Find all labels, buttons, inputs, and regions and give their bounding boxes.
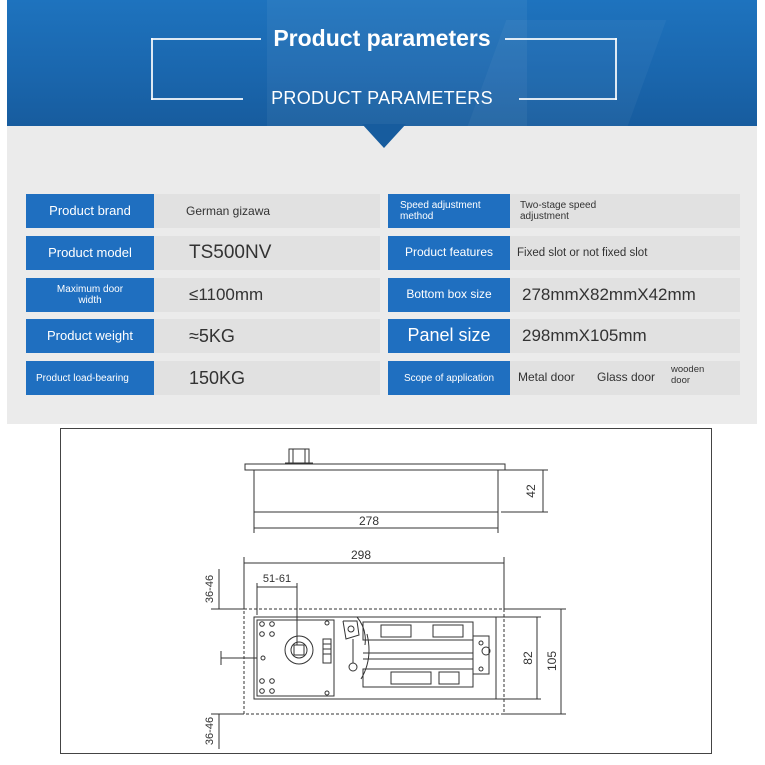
banner-pointer (362, 124, 406, 148)
bolt (479, 641, 483, 645)
technical-drawing (60, 428, 712, 754)
spec-label: Product features (388, 236, 510, 270)
spec-label: Panel size (388, 319, 510, 353)
scope-wooden: wooden door (671, 364, 705, 387)
side-view (245, 449, 548, 533)
dim-label-margin-top: 36-46 (204, 574, 216, 604)
bolt (261, 656, 265, 660)
spec-label: Bottom box size (388, 278, 510, 312)
spec-value: ≈5KG (154, 319, 380, 353)
dim-label-panel-length: 298 (350, 548, 372, 562)
spec-label: Product model (26, 236, 154, 270)
spindle-ring (285, 636, 313, 664)
page-title: Product parameters (273, 25, 491, 51)
spec-label: Product weight (26, 319, 154, 353)
spec-value: 278mmX82mmX42mm (510, 278, 740, 312)
bolt (325, 621, 329, 625)
mount-plate (257, 620, 334, 696)
bolt (260, 622, 265, 627)
bolt (270, 632, 275, 637)
scope-glass: Glass door (597, 370, 656, 384)
dim-label-height: 42 (524, 484, 538, 498)
chamber-detail (381, 625, 411, 637)
spec-value: 150KG (154, 361, 380, 395)
scope-metal: Metal door (518, 370, 575, 384)
dim-label-box-width: 82 (521, 651, 535, 665)
drawing-svg (61, 429, 711, 753)
specs-panel (7, 126, 757, 424)
spindle-ring (291, 642, 307, 658)
spec-value-group (510, 361, 740, 395)
header-banner (7, 0, 757, 126)
top-view (211, 557, 566, 749)
dim-label-box-length: 278 (358, 514, 380, 528)
dim-label-offset: 51-61 (262, 573, 292, 585)
spec-value: ≤1100mm (154, 278, 380, 312)
pin (349, 663, 357, 671)
spec-value: German gizawa (154, 194, 380, 228)
chamber-detail (433, 625, 463, 637)
spec-value: Fixed slot or not fixed slot (510, 236, 740, 270)
spec-label: Scope of application (388, 361, 510, 395)
chamber-detail (391, 672, 431, 684)
spec-value: TS500NV (154, 236, 380, 270)
bolt (479, 667, 483, 671)
panel-outline (244, 609, 504, 714)
dim-label-panel-width: 105 (545, 650, 559, 672)
spec-label: Product load-bearing (26, 361, 154, 395)
bolt (270, 622, 275, 627)
side-box (254, 470, 498, 512)
spindle (289, 449, 309, 464)
spec-value: Two-stage speed adjustment (510, 194, 740, 228)
bolt (260, 689, 265, 694)
arm (343, 621, 359, 639)
pin (348, 626, 354, 632)
bolt (260, 632, 265, 637)
side-plate (245, 464, 505, 470)
spec-label: Maximum door width (26, 278, 154, 312)
bolt (270, 689, 275, 694)
dim-label-margin-bottom: 36-46 (204, 716, 216, 746)
chamber-detail (439, 672, 459, 684)
bolt (325, 691, 329, 695)
page-subtitle: PRODUCT PARAMETERS (271, 88, 493, 108)
bolt (270, 679, 275, 684)
spec-label: Speed adjustment method (388, 194, 510, 228)
bolt (260, 679, 265, 684)
spec-label: Product brand (26, 194, 154, 228)
spec-value: 298mmX105mm (510, 319, 740, 353)
spindle-square (294, 645, 304, 655)
valve (323, 639, 331, 663)
